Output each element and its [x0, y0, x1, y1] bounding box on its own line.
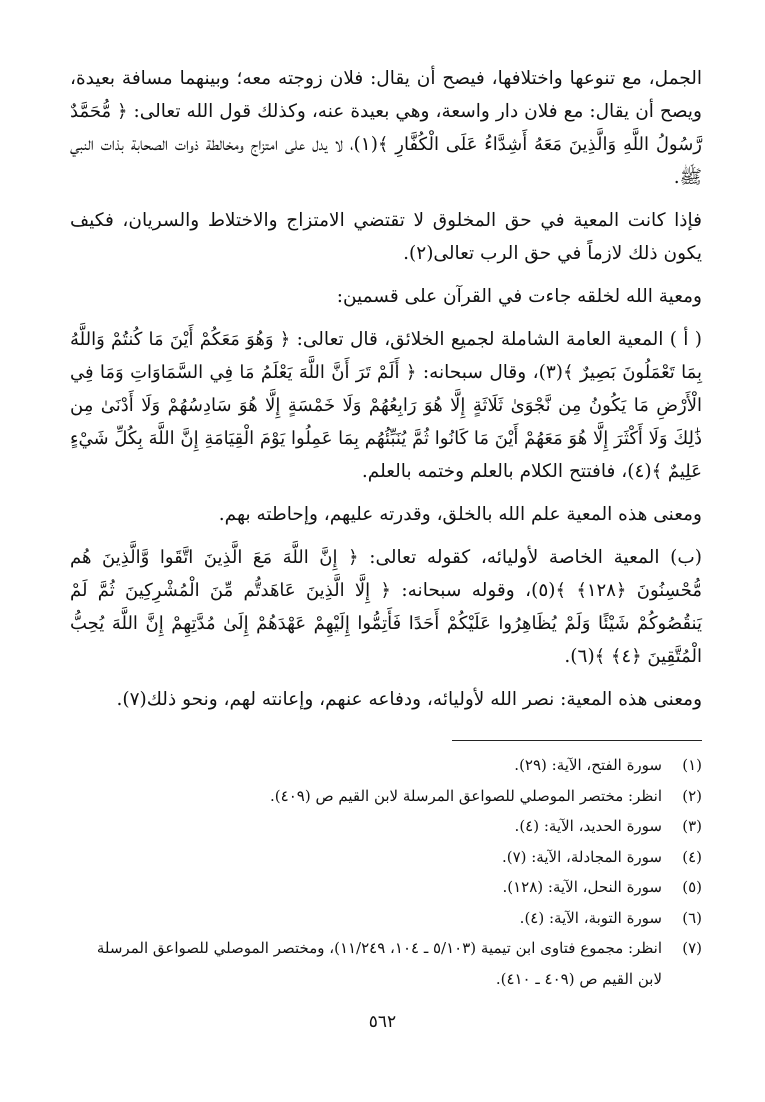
footnote-text: سورة المجادلة، الآية: (٧). — [501, 847, 662, 866]
paragraph-4: ( أ ) المعية العامة الشاملة لجميع الخلائق، قال تعالى: ﴿ وَهُوَ مَعَكُمْ أَيْنَ مَا كُنتُمْ وَاللَّهُ بِمَا تَعْمَلُونَ بَصِيرٌ ﴾(٣)، وقال سبحانه: ﴿ أَلَمْ تَرَ أَنَّ اللَّهَ يَعْلَمُ مَا فِي السَّمَاوَاتِ وَمَا فِي الْأَرْضِ مَا يَكُونُ مِن نَّجْوَىٰ ثَلَاثَةٍ إِلَّا هُوَ رَابِعُهُمْ وَلَا خَمْسَةٍ إِلَّا هُوَ سَادِسُهُمْ وَلَا أَدْنَىٰ مِن ذَٰلِكَ وَلَا أَكْثَرَ إِلَّا هُوَ مَعَهُمْ أَيْنَ مَا كَانُوا ثُمَّ يُنَبِّئُهُم بِمَا عَمِلُوا يَوْمَ الْقِيَامَةِ إِنَّ اللَّهَ بِكُلِّ شَيْءٍ عَلِيمٌ ﴾(٤)، فافتتح الكلام بالعلم وختمه بالعلم. — [70, 329, 702, 482]
footnote-text: سورة النحل، الآية: (١٢٨). — [502, 878, 662, 896]
quran-verse: ﴿ مُّحَمَّدٌ رَّسُولُ اللَّهِ وَالَّذِينَ مَعَهُ أَشِدَّاءُ عَلَى الْكُفَّارِ ﴾ — [70, 101, 702, 155]
footnote-text: انظر: مجموع فتاوى ابن تيمية (٥/١٠٣ ـ ١٠٤، ١١/٢٤٩)، ومختصر الموصلي للصواعق المرسلة لابن القيم ص (٤٠٩ ـ ٤١٠). — [96, 939, 662, 988]
paragraph-1: الجمل، مع تنوعها واختلافها، فيصح أن يقال: فلان زوجته معه؛ وبينهما مسافة بعيدة، ويصح أن يقال: مع فلان دار واسعة، وهي بعيدة عنه، وكذلك قول الله تعالى: ﴿ مُّحَمَّدٌ رَّسُولُ اللَّهِ وَالَّذِينَ مَعَهُ أَشِدَّاءُ عَلَى الْكُفَّارِ ﴾(١)، لا يدل على امتزاج ومخالطة ذوات الصحابة بذات النبي ﷺ. — [70, 68, 702, 188]
footnotes — [70, 750, 702, 994]
footnote — [70, 903, 702, 934]
quran-verse: ﴿ إِنَّ اللَّهَ مَعَ الَّذِينَ اتَّقَوا وَّالَّذِينَ هُم مُّحْسِنُونَ ﴿١٢٨﴾ ﴾ — [70, 547, 703, 601]
paragraph-7: ومعنى هذه المعية: نصر الله لأوليائه، ودفاعه عنهم، وإعانته لهم، ونحو ذلك(٧). — [116, 689, 702, 710]
footnote — [70, 811, 702, 842]
footnote-divider — [452, 740, 702, 741]
footnote — [70, 872, 702, 903]
footnote-text: انظر: مختصر الموصلي للصواعق المرسلة لابن القيم ص (٤٠٩). — [270, 786, 662, 805]
footnote-number: (٥) — [682, 878, 702, 896]
footnote-text: سورة الفتح، الآية: (٢٩). — [514, 756, 662, 774]
page-number: ٥٦٢ — [368, 1012, 397, 1032]
footnote-number: (٧) — [682, 939, 702, 957]
footnote-number: (٢) — [682, 786, 702, 805]
footnote-text: سورة التوبة، الآية: (٤). — [519, 908, 662, 927]
footnote — [70, 933, 702, 994]
quran-verse: ﴿ إِلَّا الَّذِينَ عَاهَدتُّم مِّنَ الْمُشْرِكِينَ ثُمَّ لَمْ يَنقُصُوكُمْ شَيْئًا وَلَمْ يُظَاهِرُوا عَلَيْكُمْ أَحَدًا فَأَتِمُّوا إِلَيْهِمْ عَهْدَهُمْ إِلَىٰ مُدَّتِهِمْ إِنَّ اللَّهَ يُحِبُّ الْمُتَّقِينَ ﴿٤﴾ ﴾ — [70, 580, 702, 667]
footnote — [70, 842, 702, 873]
footnote-number: (١) — [682, 756, 702, 774]
paragraph-5: ومعنى هذه المعية علم الله بالخلق، وقدرته عليهم، وإحاطته بهم. — [218, 504, 702, 525]
footnote-number: (٣) — [682, 817, 702, 835]
footnote — [70, 750, 702, 781]
footnote-number: (٦) — [682, 908, 702, 927]
footnote-text: سورة الحديد، الآية: (٤). — [514, 817, 662, 835]
footnote — [70, 781, 702, 812]
quran-verse: ﴿ وَهُوَ مَعَكُمْ أَيْنَ مَا كُنتُمْ وَاللَّهُ بِمَا تَعْمَلُونَ بَصِيرٌ ﴾ — [70, 329, 702, 383]
quran-verse: ﴿ أَلَمْ تَرَ أَنَّ اللَّهَ يَعْلَمُ مَا فِي السَّمَاوَاتِ وَمَا فِي الْأَرْضِ مَا يَكُونُ مِن نَّجْوَىٰ ثَلَاثَةٍ إِلَّا هُوَ رَابِعُهُمْ وَلَا خَمْسَةٍ إِلَّا هُوَ سَادِسُهُمْ وَلَا أَدْنَىٰ مِن ذَٰلِكَ وَلَا أَكْثَرَ إِلَّا هُوَ مَعَهُمْ أَيْنَ مَا كَانُوا ثُمَّ يُنَبِّئُهُم بِمَا عَمِلُوا يَوْمَ الْقِيَامَةِ إِنَّ اللَّهَ بِكُلِّ شَيْءٍ عَلِيمٌ ﴾ — [70, 362, 702, 482]
footnote-number: (٤) — [682, 847, 702, 866]
paragraph-3: ومعية الله لخلقه جاءت في القرآن على قسمين: — [336, 286, 702, 307]
main-text — [70, 62, 702, 716]
paragraph-6: (ب) المعية الخاصة لأوليائه، كقوله تعالى: ﴿ إِنَّ اللَّهَ مَعَ الَّذِينَ اتَّقَوا وَّالَّذِينَ هُم مُّحْسِنُونَ ﴿١٢٨﴾ ﴾(٥)، وقوله سبحانه: ﴿ إِلَّا الَّذِينَ عَاهَدتُّم مِّنَ الْمُشْرِكِينَ ثُمَّ لَمْ يَنقُصُوكُمْ شَيْئًا وَلَمْ يُظَاهِرُوا عَلَيْكُمْ أَحَدًا فَأَتِمُّوا إِلَيْهِمْ عَهْدَهُمْ إِلَىٰ مُدَّتِهِمْ إِنَّ اللَّهَ يُحِبُّ الْمُتَّقِينَ ﴿٤﴾ ﴾(٦). — [70, 547, 703, 667]
paragraph-2: فإذا كانت المعية في حق المخلوق لا تقتضي الامتزاج والاختلاط والسريان، فكيف يكون ذلك لازماً في حق الرب تعالى(٢). — [70, 210, 702, 264]
